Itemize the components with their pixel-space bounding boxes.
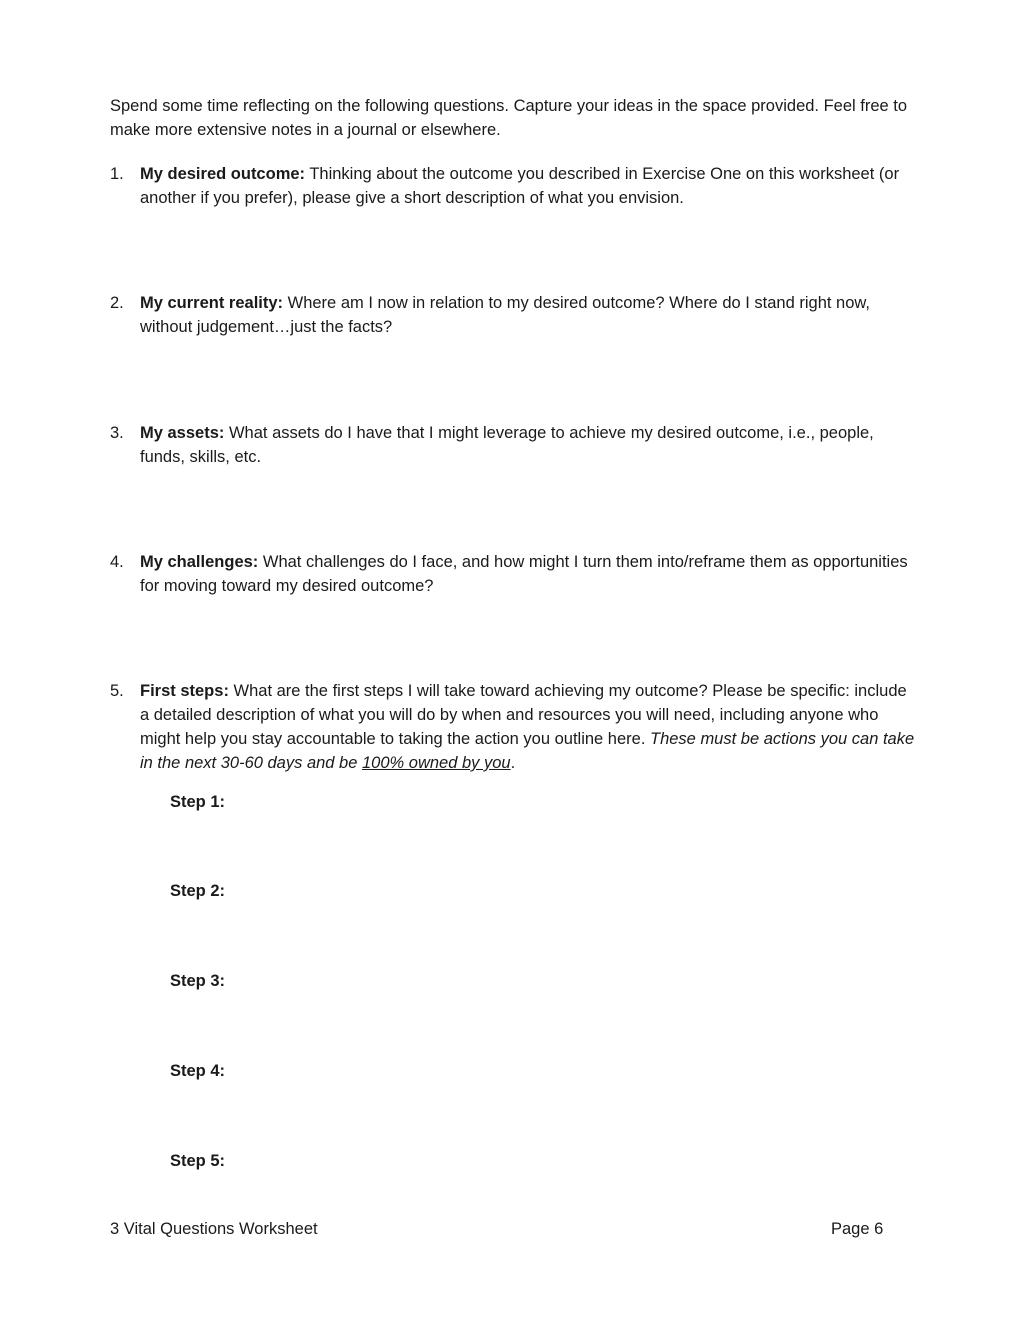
question-body	[140, 291, 920, 339]
question-1	[110, 162, 920, 210]
question-body	[140, 679, 920, 775]
question-number: 4.	[110, 553, 124, 571]
question-number: 3.	[110, 424, 124, 442]
question-emphasis-underlined: 100% owned by you	[362, 754, 511, 772]
step-4-label: Step 4:	[170, 1062, 226, 1080]
question-4	[110, 550, 920, 598]
question-text: What are the first steps I will take toward achieving my outcome? Please be specific: include a detailed description of what you will do by when and resources you will need, including anyone who might help you stay accountable to taking the action you outline here.	[140, 682, 907, 748]
question-number: 5.	[110, 682, 124, 700]
step-2-label: Step 2:	[170, 882, 226, 900]
question-2	[110, 291, 920, 339]
question-text: What assets do I have that I might leverage to achieve my desired outcome, i.e., people, funds, skills, etc.	[140, 424, 874, 466]
question-emphasis: These must be actions you can take in the next 30-60 days and be	[140, 730, 915, 772]
question-body	[140, 550, 920, 598]
footer-page-number: Page 6	[831, 1220, 884, 1238]
intro-paragraph: Spend some time reflecting on the following questions. Capture your ideas in the space provided. Feel free to make more extensive notes in a journal or elsewhere.	[110, 97, 908, 139]
question-body	[140, 162, 920, 210]
question-title: First steps:	[140, 682, 229, 700]
question-3	[110, 421, 920, 469]
question-title: My current reality:	[140, 294, 284, 312]
question-title: My desired outcome:	[140, 165, 306, 183]
question-text: Where am I now in relation to my desired outcome? Where do I stand right now, without judgement…just the facts?	[140, 294, 870, 336]
question-body	[140, 421, 920, 469]
question-title: My assets:	[140, 424, 225, 442]
question-number: 1.	[110, 165, 124, 183]
step-3-label: Step 3:	[170, 972, 226, 990]
question-title: My challenges:	[140, 553, 259, 571]
question-5	[110, 679, 920, 775]
question-end: .	[510, 754, 516, 772]
step-1-label: Step 1:	[170, 793, 226, 811]
question-text: What challenges do I face, and how might I turn them into/reframe them as opportunities for moving toward my desired outcome?	[140, 553, 908, 595]
question-text: Thinking about the outcome you described in Exercise One on this worksheet (or another if you prefer), please give a short description of what you envision.	[140, 165, 900, 207]
step-5-label: Step 5:	[170, 1152, 226, 1170]
footer-title: 3 Vital Questions Worksheet	[110, 1220, 318, 1238]
question-number: 2.	[110, 294, 124, 312]
